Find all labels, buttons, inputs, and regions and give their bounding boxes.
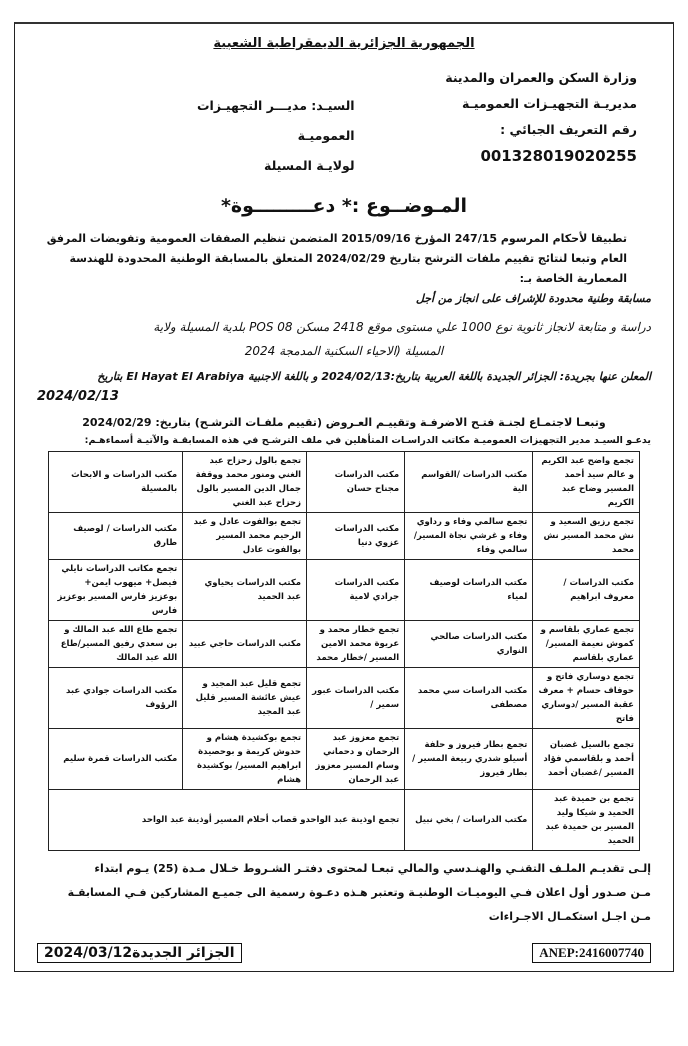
table-cell: مكتب الدراسات عبور سمير / — [307, 668, 405, 729]
table-cell: تجمع سالمي وفاء و رداوي وفاء و غرشي نجاة المسير/ سالمي وفاء — [405, 513, 533, 560]
table-cell: مكتب الدراسات صالحي النواري — [405, 621, 533, 668]
addressee-block — [37, 91, 355, 181]
table-cell: مكتب الدراسات سي محمد مصطفى — [405, 668, 533, 729]
table-row — [49, 621, 640, 668]
table-cell: تجمع عماري بلقاسم و كموش نعيمة المسير/ عماري بلقاسم — [533, 621, 640, 668]
header-row — [37, 65, 651, 181]
qualified-bureaus-table — [48, 451, 640, 851]
table-cell: تجمع طاع الله عبد المالك و بن سعدي رفيق المسير/طاع الله عبد المالك — [49, 621, 183, 668]
table-row — [49, 513, 640, 560]
ministry-name: وزارة السكن والعمران والمدينة — [445, 70, 637, 85]
closing-line1: إلـى تقديـم الملـف التقنـي والهنـدسي والمالي تبعـا لمحتوى دفتـر الشـروط خـلال مـدة (25) يـوم ابتداء — [94, 862, 651, 875]
addressee-line1: السيـد: مديـــر التجهيـزات العموميـة — [197, 98, 355, 143]
body-p5-date: 2024/02/13 — [37, 389, 119, 404]
body-p2: مسابقة وطنية محدودة للإشراف على انجاز من أجل — [415, 292, 651, 305]
table-cell: تجمع بوالفوت عادل و عبد الرحيم محمد المسير بوالفوت عادل — [183, 513, 307, 560]
table-cell: مكتب الدراسات قمرة سليم — [49, 729, 183, 790]
table-cell: تجمع بالسيل غضبان أحمد و بلقاسمي فؤاد المسير /غضبان أحمد — [533, 729, 640, 790]
table-cell: تجمع مكاتب الدراسات نايلي فيصل+ ميهوب ايمن+ بوعزيز فارس المسير بوعزيز فارس — [49, 560, 183, 621]
tax-id: 001328019020255 — [480, 147, 637, 165]
addressee-line2: لولايـة المسيلة — [263, 158, 355, 173]
sender-block — [355, 65, 651, 170]
table-row — [49, 668, 640, 729]
table-cell: تجمع بن حميدة عبد الحميد و شيكا وليد المسير بن حميدة عبد الحميد — [533, 790, 640, 851]
table-row — [49, 560, 640, 621]
table-cell: تجمع بوكشيدة هشام و حدوش كريمة و بوحصيدة ابراهيم المسير/ بوكشيدة هشام — [183, 729, 307, 790]
footer-row — [37, 943, 651, 963]
directorate-name: مديريـة التجهيـزات العموميـة — [462, 96, 637, 111]
table-cell: تجمع بطار فيروز و حلفة أسيلو شدري ربيعة المسير / بطار فيروز — [405, 729, 533, 790]
table-cell: مكتب الدراسات و الابحاث بالمسيلة — [49, 452, 183, 513]
table-cell: تجمع بالول زحزاح عبد الغني ومنور محمد ووقفة جمال الدين المسير بالول زحزاح عبد الغني — [183, 452, 307, 513]
body-p3: دراسة و متابعة لانجاز ثانوية نوع 1000 علي مستوى موقع 2418 مسكن POS 08 بلدية المسيلة ولاية — [153, 320, 651, 334]
document-border — [14, 22, 674, 972]
table-row — [49, 452, 640, 513]
closing-line2: مـن صـدور أول اعلان فـي اليوميـات الوطنيـة وتعتبر هـذه دعـوة رسمية الى جميـع المشاركين فـي المسابقـة — [67, 886, 651, 899]
table-cell: مكتب الدراسات / بخي نبيل — [405, 790, 533, 851]
body-p5: المعلن عنها بجريدة: الجزائر الجديدة باللغة العربية بتاريخ:2024/02/13 و باللغة الاجنبية El Hayat El Arabiya بتاريخ — [97, 370, 651, 383]
table-cell: تجمع اوذينة عبد الواحدو قصاب أحلام المسير أوذينة عبد الواحد — [49, 790, 405, 851]
table-cell: مكتب الدراسات عزوي دنيا — [307, 513, 405, 560]
table-cell: مكتب الدراسات / لوصيف طارق — [49, 513, 183, 560]
table-cell: تجمع واضح عبد الكريم و عالم سيد أحمد المسير وضاح عبد الكريم — [533, 452, 640, 513]
table-cell: تجمع معزوز عبد الرحمان و دحماني وسام المسير معزوز عبد الرحمان — [307, 729, 405, 790]
table-cell: تجمع دوساري فاتح و حوفاف حسام + معرف عقبة المسير /دوساري فاتح — [533, 668, 640, 729]
closing-text — [37, 857, 651, 929]
table-cell: مكتب الدراسات حاجي عبيد — [183, 621, 307, 668]
table-cell: مكتب الدراسات / معروف ابراهيم — [533, 560, 640, 621]
tax-id-label: رقم التعريف الجبائي : — [500, 122, 637, 137]
table-cell: مكتب الدراسات يحياوي عبد الحميد — [183, 560, 307, 621]
table-cell: مكتب الدراسات مجناح حسان — [307, 452, 405, 513]
subject-title: المـوضــوع :* دعـــــــــوة* — [220, 195, 468, 217]
body-p6: وتبعـا لاجتمـاع لجنـة فتـح الاضرفـة وتقييـم العـروض (تقييم ملفـات الترشـح) بتاريخ: 2024/02/29 — [82, 416, 606, 429]
body-p7: يدعـو السيـد مدير التجهيزات العموميـة مكاتب الدراسـات المتأهلين في ملف الترشـح في هذه المسابقـة والآتيـة أسماءهـم: — [84, 435, 651, 446]
table-row — [49, 790, 640, 851]
body-text — [37, 229, 651, 449]
table-cell: تجمع قليل عبد المجيد و عيش عائشة المسير قليل عبد المجيد — [183, 668, 307, 729]
body-p1: تطبيقا لأحكام المرسوم 247/15 المؤرخ 2015/09/16 المتضمن تنظيم الصفقات العمومية وتفويضات المرفق العام وتبعا لنتائج تقييم ملفات الترشح بتاريخ 2024/02/29 المتعلق بالمسابقة الوطنية المحدودة للهندسة المعمارية الخاصة بـ: — [46, 232, 627, 285]
table-row — [49, 729, 640, 790]
anep-reference: ANEP:2416007740 — [532, 943, 651, 963]
table-cell: مكتب الدراسات لوصيف لمياء — [405, 560, 533, 621]
republic-heading: الجمهورية الجزائرية الديمقراطية الشعبية — [213, 36, 475, 51]
tax-id-line — [355, 117, 637, 170]
table-cell: تجمع خطار محمد و عريوة محمد الامين المسير /خطار محمد — [307, 621, 405, 668]
table-cell: مكتب الدراسات جرادي لامية — [307, 560, 405, 621]
table-cell: مكتب الدراسات جوادي عبد الرؤوف — [49, 668, 183, 729]
newspaper-date: الجزائر الجديدة2024/03/12 — [37, 943, 242, 963]
body-p4: المسيلة (الاحياء السكنية المدمجة 2024 — [244, 344, 444, 358]
table-cell: تجمع رزيق السعيد و نش محمد المسير نش محمد — [533, 513, 640, 560]
table-cell: مكتب الدراسات /القواسم الية — [405, 452, 533, 513]
closing-line3: مـن اجـل استكمـال الاجـراءات — [488, 910, 651, 923]
